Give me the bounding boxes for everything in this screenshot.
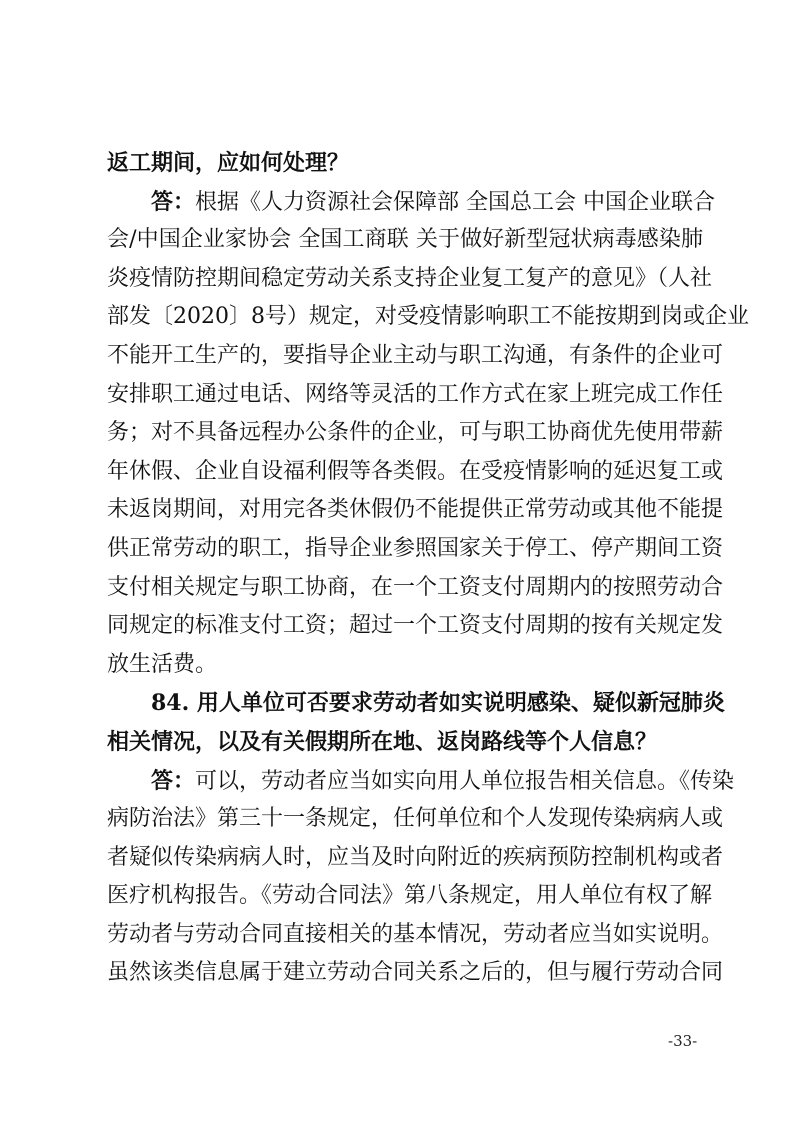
text-line — [107, 260, 713, 299]
text-line — [107, 144, 703, 183]
text-line — [107, 414, 724, 453]
text-line — [107, 183, 716, 222]
body-text: 根据《人力资源社会保障部 全国总工会 中国企业联合 — [195, 189, 716, 215]
bold-text: 答： — [151, 767, 196, 794]
bold-text: 返工期间，应如何处理？ — [107, 150, 350, 176]
body-text: 虽然该类信息属于建立劳动合同关系之后的，但与履行劳动合同 — [107, 960, 724, 986]
bold-text: 相关情况，以及有关假期所在地、返岗路线等个人信息？ — [107, 728, 658, 755]
text-line — [107, 607, 724, 646]
page-number: -33- — [668, 1032, 698, 1050]
body-text: 者疑似传染病病人时，应当及时向附近的疾病预防控制机构或者 — [107, 844, 724, 870]
text-line — [107, 530, 724, 569]
text-line — [107, 646, 703, 685]
body-text: 年休假、企业自设福利假等各类假。在受疫情影响的延迟复工或 — [107, 458, 724, 484]
text-line — [107, 453, 724, 492]
body-text: 务；对不具备远程办公条件的企业，可与职工协商优先使用带薪 — [107, 420, 724, 446]
text-line — [107, 954, 724, 993]
bold-text: 答： — [151, 188, 196, 215]
body-text: 同规定的标准支付工资；超过一个工资支付周期的按有关规定发 — [107, 613, 724, 639]
body-text: 会/中国企业家协会 全国工商联 关于做好新型冠状病毒感染肺 — [107, 227, 703, 253]
text-line — [107, 298, 749, 337]
document-body — [107, 144, 749, 993]
text-line — [107, 762, 735, 801]
text-line — [107, 569, 724, 608]
body-text: 可以，劳动者应当如实向用人单位报告相关信息。《传染 — [195, 768, 735, 794]
body-text: 未返岗期间，对用完各类休假仍不能提供正常劳动或其他不能提 — [107, 497, 724, 523]
body-text: 部发〔2020〕8号）规定，对受疫情影响职工不能按期到岗或企业 — [107, 304, 749, 330]
body-text: 支付相关规定与职工协商，在一个工资支付周期内的按照劳动合 — [107, 574, 724, 600]
text-line — [107, 800, 724, 839]
body-text: 炎疫情防控期间稳定劳动关系支持企业复工复产的意见》（人社 — [107, 265, 713, 291]
text-line — [107, 684, 725, 723]
text-line — [107, 221, 703, 260]
text-line — [107, 723, 703, 762]
body-text: 劳动者与劳动合同直接相关的基本情况，劳动者应当如实说明。 — [107, 921, 724, 947]
text-line — [107, 916, 724, 955]
body-text: 不能开工生产的，要指导企业主动与职工沟通，有条件的企业可 — [107, 342, 724, 368]
text-line — [107, 376, 724, 415]
text-line — [107, 491, 724, 530]
text-line — [107, 839, 724, 878]
text-line — [107, 877, 713, 916]
body-text: 病防治法》第三十一条规定，任何单位和个人发现传染病病人或 — [107, 806, 724, 832]
body-text: 安排职工通过电话、网络等灵活的工作方式在家上班完成工作任 — [107, 381, 724, 407]
body-text: 医疗机构报告。《劳动合同法》第八条规定，用人单位有权了解 — [107, 883, 713, 909]
body-text: 放生活费。 — [107, 651, 218, 677]
text-line — [107, 337, 724, 376]
body-text: 供正常劳动的职工，指导企业参照国家关于停工、停产期间工资 — [107, 535, 724, 561]
bold-text: 84. 用人单位可否要求劳动者如实说明感染、疑似新冠肺炎 — [151, 690, 725, 717]
